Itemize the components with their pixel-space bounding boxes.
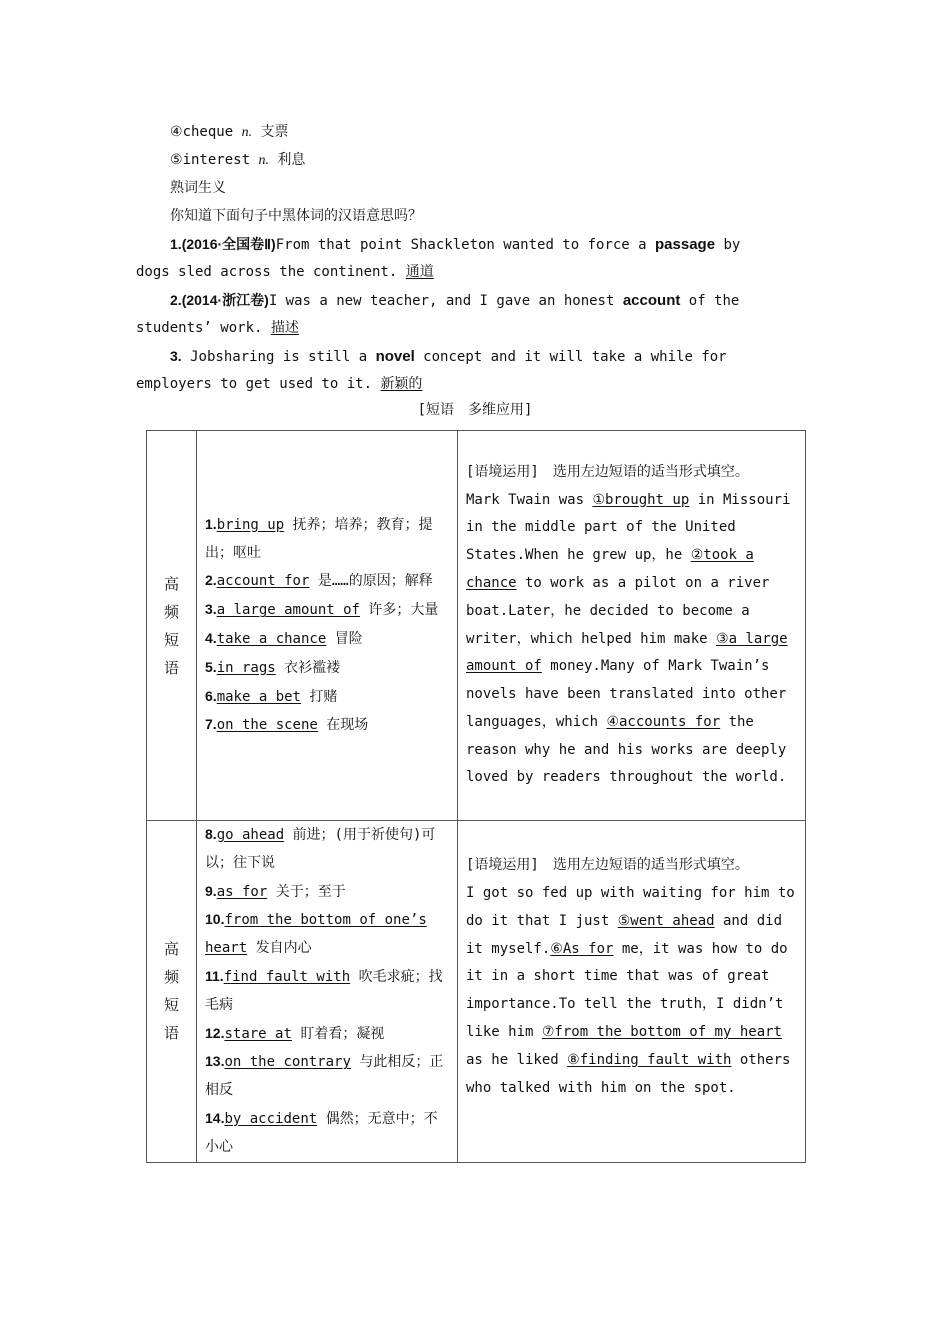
sentence-text: employers to get used to it. bbox=[136, 376, 381, 392]
bold-word: novel bbox=[375, 348, 415, 365]
section-heading: 熟词生义 bbox=[170, 180, 226, 196]
phrase-item bbox=[205, 1105, 449, 1162]
exercise-segment: to work as a pilot on a river boat.Later，he decided to become a writer，which helped him make bbox=[466, 574, 770, 647]
sentence-number: 2. bbox=[170, 292, 182, 308]
exercise-answer: ④accounts for bbox=[606, 713, 721, 730]
sentence-text: I was a new teacher, and I gave an honest bbox=[268, 293, 623, 309]
sentence-number: 3. bbox=[170, 348, 182, 364]
sentence-text: Jobsharing is still a bbox=[190, 349, 376, 365]
phrase-meaning: 与此相反；正相反 bbox=[205, 1054, 444, 1099]
phrase-number: 13. bbox=[205, 1053, 225, 1070]
exercise-answer: ①brought up bbox=[592, 491, 690, 508]
phrase-meaning: 打赌 bbox=[300, 688, 338, 705]
vocab-meaning: 支票 bbox=[260, 124, 289, 140]
phrase-number: 4. bbox=[205, 630, 217, 646]
vocab-marker: ④ bbox=[170, 124, 183, 140]
group-label-char: 语 bbox=[163, 658, 179, 677]
sentence-source: (2016·全国卷Ⅱ) bbox=[181, 236, 276, 252]
phrase-meaning: 关于；至于 bbox=[267, 883, 346, 900]
vocab-marker: ⑤ bbox=[170, 152, 183, 168]
sentence-answer: 新颖的 bbox=[380, 376, 423, 392]
exercise-text bbox=[466, 885, 795, 1096]
phrase-number: 14. bbox=[205, 1109, 225, 1126]
phrase-number: 11. bbox=[205, 967, 224, 984]
phrase-meaning: 许多；大量 bbox=[359, 602, 439, 619]
sentence-line bbox=[170, 346, 727, 367]
exercise-cell bbox=[458, 821, 806, 1163]
sentence-line bbox=[170, 234, 740, 255]
sentence-text: concept and it will take a while for bbox=[414, 349, 727, 365]
group-label bbox=[147, 431, 197, 821]
phrase-number: 10. bbox=[205, 911, 225, 928]
phrase-number: 3. bbox=[205, 601, 217, 618]
phrase-text: on the contrary bbox=[224, 1054, 351, 1071]
phrase-list bbox=[197, 821, 458, 1163]
exercise-segment: as he liked bbox=[466, 1051, 568, 1068]
sentence-number: 1. bbox=[170, 236, 182, 252]
sentence-text: of the bbox=[680, 293, 740, 309]
bold-word: account bbox=[622, 292, 681, 309]
phrase-item bbox=[205, 596, 449, 625]
sentence-text: dogs sled across the continent. bbox=[136, 264, 406, 280]
phrase-item bbox=[205, 511, 449, 568]
phrase-number: 6. bbox=[205, 687, 217, 704]
table-caption: [短语 多维应用] bbox=[417, 402, 533, 418]
sentence-line bbox=[170, 290, 739, 311]
phrase-meaning: 吹毛求疵；找毛病 bbox=[205, 968, 443, 1013]
table-row bbox=[147, 431, 806, 821]
phrase-text: by accident bbox=[224, 1110, 318, 1127]
group-label-char: 短 bbox=[163, 630, 179, 649]
group-label-char: 频 bbox=[163, 602, 179, 621]
phrase-meaning: 衣衫褴褛 bbox=[275, 659, 341, 676]
sentence-text: From that point Shackleton wanted to force a bbox=[275, 237, 656, 253]
phrase-number: 9. bbox=[205, 882, 217, 899]
group-label-char: 短 bbox=[163, 996, 179, 1015]
phrase-text: take a chance bbox=[216, 631, 327, 647]
phrase-number: 8. bbox=[205, 826, 217, 842]
phrase-item bbox=[205, 711, 449, 740]
exercise-title: [语境运用] 选用左边短语的适当形式填空。 bbox=[466, 463, 749, 480]
phrase-item bbox=[205, 1048, 449, 1105]
exercise-segment: me，it was how to do it in a short time that was of great importance.To tell the truth，I didn’t like him bbox=[466, 940, 788, 1040]
sentence-answer: 描述 bbox=[270, 320, 299, 336]
exercise-answer: ③a large amount of bbox=[466, 630, 788, 675]
exercise-title: [语境运用] 选用左边短语的适当形式填空。 bbox=[466, 857, 749, 874]
phrase-item bbox=[205, 567, 449, 596]
phrase-text: on the scene bbox=[216, 717, 318, 734]
phrase-meaning: 是……的原因；解释 bbox=[309, 573, 433, 590]
exercise-segment: the reason why he and his works are deeply loved by readers throughout the world. bbox=[466, 713, 787, 786]
phrase-text: account for bbox=[216, 573, 310, 590]
phrase-text: bring up bbox=[216, 516, 285, 533]
phrase-list bbox=[197, 431, 458, 821]
exercise-cell bbox=[458, 431, 806, 821]
phrase-meaning: 冒险 bbox=[326, 631, 363, 647]
phrase-item bbox=[205, 963, 449, 1020]
exercise-segment: Mark Twain was bbox=[466, 491, 593, 508]
phrase-item bbox=[205, 821, 449, 878]
exercise-segment: money.Many of Mark Twain’s novels have been translated into other languages，which bbox=[466, 658, 787, 730]
phrase-item bbox=[205, 878, 449, 907]
group-label bbox=[147, 821, 197, 1163]
phrase-item bbox=[205, 625, 449, 654]
vocab-pos: n. bbox=[241, 125, 253, 140]
group-label-char: 高 bbox=[163, 940, 179, 959]
phrase-table bbox=[146, 430, 806, 1163]
vocab-meaning: 利息 bbox=[277, 152, 306, 168]
exercise-answer: ⑦from the bottom of my heart bbox=[541, 1023, 782, 1040]
sentence-line bbox=[136, 262, 434, 282]
phrase-number: 7. bbox=[205, 716, 217, 733]
exercise-segment: and did it myself. bbox=[466, 912, 782, 957]
exercise-answer: ⑤went ahead bbox=[617, 912, 715, 929]
exercise-answer: ⑧finding fault with bbox=[567, 1051, 732, 1068]
exercise-answer: ②took a chance bbox=[466, 547, 754, 591]
exercise-segment: others who talked with him on the spot. bbox=[466, 1051, 791, 1096]
group-label-char: 频 bbox=[163, 968, 179, 987]
vocab-pos: n. bbox=[258, 153, 269, 168]
group-label-char: 语 bbox=[163, 1024, 179, 1043]
phrase-text: find fault with bbox=[223, 968, 351, 985]
exercise-text bbox=[466, 492, 790, 786]
phrase-text: a large amount of bbox=[216, 602, 360, 619]
exercise-answer: ⑥As for bbox=[550, 940, 614, 957]
phrase-meaning: 在现场 bbox=[317, 717, 369, 734]
phrase-number: 1. bbox=[205, 515, 217, 532]
phrase-item bbox=[205, 683, 449, 712]
phrase-text: as for bbox=[216, 883, 268, 900]
phrase-number: 12. bbox=[205, 1024, 225, 1041]
phrase-number: 2. bbox=[205, 572, 217, 589]
sentence-text: students’ work. bbox=[136, 320, 271, 336]
phrase-meaning: 偶然；无意中；不小心 bbox=[205, 1110, 438, 1155]
phrase-meaning: 抚养；培养；教育；提出；呕吐 bbox=[205, 516, 433, 561]
phrase-meaning: 前进；(用于祈使句)可以；往下说 bbox=[205, 827, 436, 871]
phrase-text: in rags bbox=[216, 659, 276, 676]
phrase-text: make a bet bbox=[216, 688, 301, 705]
exercise-segment: I got so fed up with waiting for him to do it that I just bbox=[466, 884, 795, 929]
exercise-segment: in Missouri in the middle part of the United States.When he grew up，he bbox=[466, 491, 791, 564]
phrase-item bbox=[205, 906, 449, 963]
section-question: 你知道下面句子中黑体词的汉语意思吗？ bbox=[170, 208, 422, 224]
phrase-text: stare at bbox=[224, 1025, 292, 1042]
phrase-text: go ahead bbox=[216, 827, 285, 843]
vocab-item bbox=[170, 122, 289, 143]
vocab-word: interest bbox=[182, 152, 250, 168]
phrase-item bbox=[205, 654, 449, 683]
phrase-meaning: 盯着看；凝视 bbox=[291, 1025, 385, 1042]
sentence-text: by bbox=[715, 237, 741, 253]
phrase-number: 5. bbox=[205, 658, 217, 675]
vocab-item bbox=[170, 150, 305, 171]
sentence-source: (2014·浙江卷) bbox=[181, 292, 269, 308]
phrase-meaning: 发自内心 bbox=[247, 940, 312, 957]
phrase-text: from the bottom of one’s heart bbox=[205, 912, 427, 957]
sentence-line bbox=[136, 318, 299, 338]
sentence-line bbox=[136, 374, 422, 394]
sentence-answer: 通道 bbox=[405, 264, 434, 280]
phrase-item bbox=[205, 1020, 449, 1049]
group-label-char: 高 bbox=[163, 574, 179, 593]
vocab-word: cheque bbox=[182, 124, 234, 140]
table-row bbox=[147, 821, 806, 1163]
bold-word: passage bbox=[655, 236, 716, 253]
